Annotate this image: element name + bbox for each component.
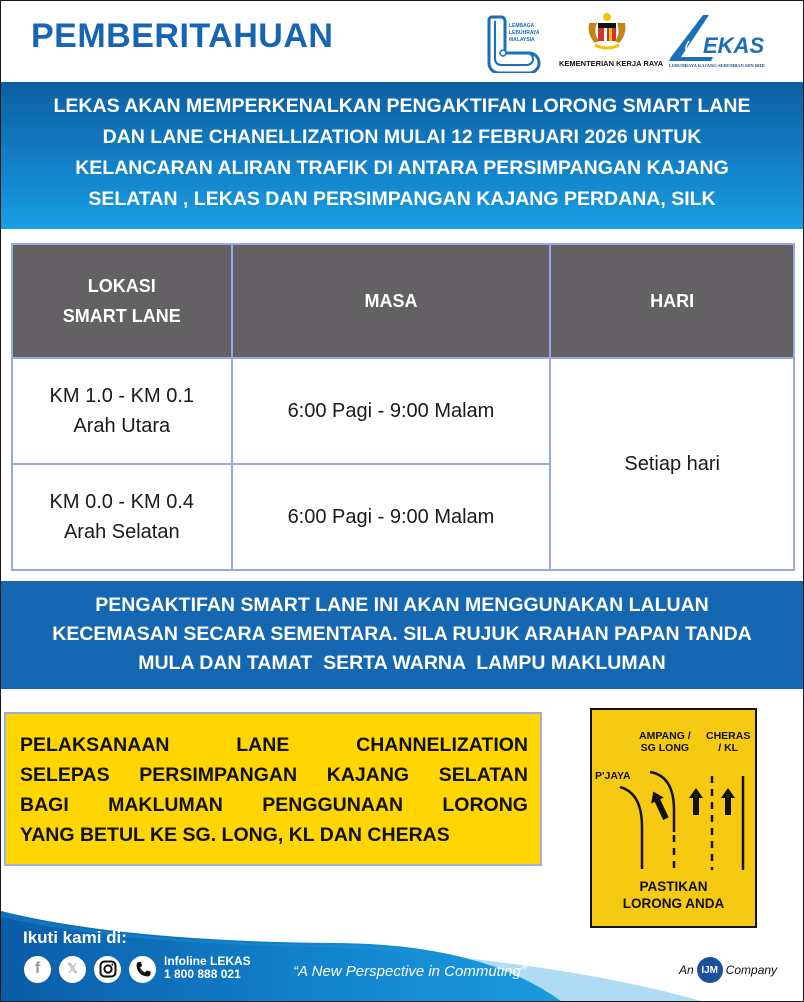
cell-location — [12, 464, 232, 570]
location-direction: Arah Utara — [73, 415, 171, 437]
ijm-logo-text: IJM — [701, 964, 719, 976]
smart-lane-schedule-table — [11, 243, 795, 571]
channelization-box — [4, 712, 542, 866]
header-day: HARI — [550, 244, 794, 358]
word: KAJANG — [326, 764, 410, 786]
location-km: KM 1.0 - KM 0.1 — [49, 385, 195, 407]
channelization-line — [20, 734, 528, 757]
word: PELAKSANAAN — [20, 734, 170, 756]
llm-logo — [483, 13, 555, 73]
infoline-number[interactable]: 1 800 888 021 — [164, 967, 241, 981]
header-location-line2: SMART LANE — [62, 306, 181, 326]
notice-line: KECEMASAN SECARA SEMENTARA. SILA RUJUK ARAHAN PAPAN TANDA — [52, 623, 752, 645]
word: PENGGUNAAN — [262, 794, 404, 816]
phone-icon[interactable] — [129, 956, 156, 983]
word: MAKLUMAN — [108, 794, 223, 816]
kkr-caption: KEMENTERIAN KERJA RAYA — [559, 59, 664, 68]
notice-banner — [1, 581, 803, 689]
ijm-company-mark — [679, 957, 777, 983]
facebook-glyph: f — [34, 960, 41, 977]
sign-label-ampang-1: AMPANG / — [639, 730, 691, 742]
channelization-line — [20, 764, 528, 787]
word: SELATAN — [438, 764, 528, 786]
sign-label-pjaya: P'JAYA — [595, 770, 631, 782]
ijm-prefix: An — [679, 963, 694, 977]
announcement-line: DAN LANE CHANELLIZATION MULAI 12 FEBRUARI 2026 UNTUK — [102, 126, 702, 148]
cell-day: Setiap hari — [550, 358, 794, 570]
instagram-glyph — [99, 960, 117, 978]
location-km: KM 0.0 - KM 0.4 — [49, 491, 195, 513]
announcement-line: KELANCARAN ALIRAN TRAFIK DI ANTARA PERSIMPANGAN KAJANG — [75, 157, 729, 179]
sign-footer-line1: PASTIKAN — [639, 879, 708, 894]
lekas-wordmark: EKAS — [703, 33, 765, 58]
instagram-icon[interactable] — [94, 956, 121, 983]
table-row — [12, 358, 794, 464]
x-icon[interactable] — [59, 956, 86, 983]
announcement-line: LEKAS AKAN MEMPERKENALKAN PENGAKTIFAN LORONG SMART LANE — [53, 95, 751, 117]
page-title: PEMBERITAHUAN — [31, 17, 334, 55]
infoline-label: Infoline LEKAS — [164, 954, 251, 968]
announcement-line: SELATAN , LEKAS DAN PERSIMPANGAN KAJANG PERDANA, SILK — [88, 188, 716, 210]
partner-logos — [479, 11, 799, 77]
x-glyph: 𝕏 — [67, 961, 78, 976]
notice-line: MULA DAN TAMAT SERTA WARNA LAMPU MAKLUMAN — [138, 652, 666, 674]
table-header-row — [12, 244, 794, 358]
kkr-logo — [559, 11, 664, 77]
sign-label-cheras-1: CHERAS — [706, 730, 751, 742]
coat-of-arms-icon — [585, 11, 629, 53]
header-location — [12, 244, 232, 358]
llm-text-3: MALAYSIA — [509, 37, 535, 43]
lane-diagram-icon — [592, 710, 754, 870]
word: CHANNELIZATION — [356, 734, 528, 756]
follow-us-label: Ikuti kami di: — [23, 928, 127, 947]
sign-label-cheras-2: / KL — [718, 742, 739, 754]
llm-text-2: LEBUHRAYA — [509, 30, 540, 36]
word: BAGI — [20, 794, 69, 816]
announcement-banner — [1, 82, 803, 229]
header-location-line1: LOKASI — [87, 276, 156, 296]
sign-footer-line2: LORONG ANDA — [622, 896, 725, 911]
channelization-line — [20, 824, 528, 847]
ijm-suffix: Company — [725, 963, 778, 977]
sign-label-ampang-2: SG LONG — [640, 742, 690, 754]
location-direction: Arah Selatan — [63, 521, 180, 543]
notice-line: PENGAKTIFAN SMART LANE INI AKAN MENGGUNAKAN LALUAN — [95, 594, 709, 616]
infoline — [164, 955, 251, 981]
cell-time: 6:00 Pagi - 9:00 Malam — [232, 358, 551, 464]
llm-text-1: LEMBAGA — [509, 23, 535, 29]
word: PERSIMPANGAN — [139, 764, 298, 786]
word: SELEPAS — [20, 764, 110, 786]
channelization-line — [20, 794, 528, 817]
phone-glyph — [135, 961, 151, 977]
header-time: MASA — [232, 244, 551, 358]
word: YANG BETUL KE SG. LONG, KL DAN CHERAS — [20, 824, 450, 846]
word: LORONG — [442, 794, 528, 816]
facebook-icon[interactable] — [24, 956, 51, 983]
cell-location — [12, 358, 232, 464]
lekas-subtitle: LEBUHRAYA KAJANG-SEREMBAN SDN BHD — [669, 63, 765, 68]
tagline: “A New Perspective in Commuting” — [293, 963, 526, 980]
ijm-logo — [697, 957, 723, 983]
cell-time: 6:00 Pagi - 9:00 Malam — [232, 464, 551, 570]
social-links — [24, 954, 164, 984]
word: LANE — [236, 734, 290, 756]
lekas-logo — [667, 13, 797, 75]
